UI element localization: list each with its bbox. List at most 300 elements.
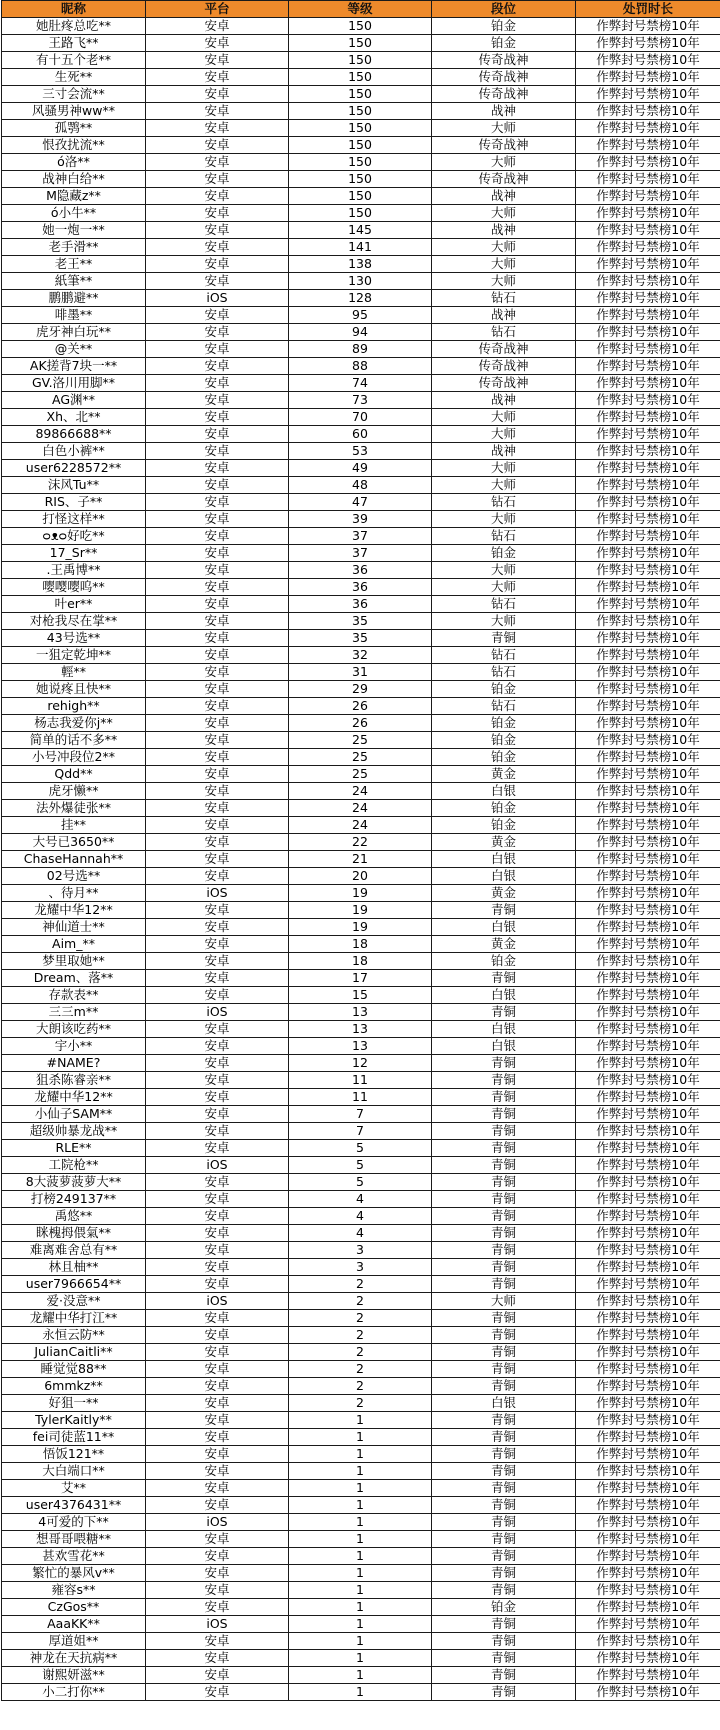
rank-cell: 青铜: [432, 1582, 576, 1599]
nickname-cell: CzGos**: [2, 1599, 146, 1616]
nickname-cell: 恨孜扰流**: [2, 137, 146, 154]
rank-cell: 钻石: [432, 647, 576, 664]
penalty-cell: 作弊封号禁榜10年: [576, 18, 720, 35]
platform-cell: 安卓: [146, 1582, 289, 1599]
platform-cell: 安卓: [146, 613, 289, 630]
header-row: [2, 1, 720, 18]
platform-cell: 安卓: [146, 1378, 289, 1395]
table-row: [2, 494, 720, 511]
level-cell: 150: [289, 120, 432, 137]
penalty-cell: 作弊封号禁榜10年: [576, 324, 720, 341]
rank-cell: 白银: [432, 868, 576, 885]
rank-cell: 白银: [432, 987, 576, 1004]
table-row: [2, 851, 720, 868]
table-row: [2, 902, 720, 919]
nickname-cell: #NAME?: [2, 1055, 146, 1072]
platform-cell: 安卓: [146, 681, 289, 698]
level-cell: 17: [289, 970, 432, 987]
rank-cell: 大师: [432, 562, 576, 579]
table-row: [2, 1344, 720, 1361]
table-row: [2, 1582, 720, 1599]
nickname-cell: TylerKaitly**: [2, 1412, 146, 1429]
rank-cell: 铂金: [432, 749, 576, 766]
nickname-cell: 白色小裤**: [2, 443, 146, 460]
level-cell: 150: [289, 86, 432, 103]
penalty-cell: 作弊封号禁榜10年: [576, 460, 720, 477]
nickname-cell: 小号冲段位2**: [2, 749, 146, 766]
level-cell: 74: [289, 375, 432, 392]
level-cell: 2: [289, 1276, 432, 1293]
table-row: [2, 936, 720, 953]
table-row: [2, 1667, 720, 1684]
level-cell: 3: [289, 1259, 432, 1276]
rank-cell: 黄金: [432, 936, 576, 953]
nickname-cell: 、待月**: [2, 885, 146, 902]
level-cell: 21: [289, 851, 432, 868]
platform-cell: 安卓: [146, 579, 289, 596]
table-row: [2, 1259, 720, 1276]
table-row: [2, 256, 720, 273]
penalty-cell: 作弊封号禁榜10年: [576, 1616, 720, 1633]
rank-cell: 黄金: [432, 766, 576, 783]
nickname-cell: Aim_**: [2, 936, 146, 953]
nickname-cell: 眯槐拇偎氣**: [2, 1225, 146, 1242]
penalty-cell: 作弊封号禁榜10年: [576, 341, 720, 358]
level-cell: 150: [289, 154, 432, 171]
penalty-cell: 作弊封号禁榜10年: [576, 1599, 720, 1616]
platform-cell: 安卓: [146, 171, 289, 188]
penalty-cell: 作弊封号禁榜10年: [576, 1310, 720, 1327]
level-cell: 1: [289, 1497, 432, 1514]
rank-cell: 白银: [432, 1038, 576, 1055]
table-row: [2, 392, 720, 409]
penalty-cell: 作弊封号禁榜10年: [576, 35, 720, 52]
nickname-cell: 輕**: [2, 664, 146, 681]
level-cell: 1: [289, 1616, 432, 1633]
nickname-cell: 小仙子SAM**: [2, 1106, 146, 1123]
table-row: [2, 239, 720, 256]
nickname-cell: user6228572**: [2, 460, 146, 477]
platform-cell: iOS: [146, 1157, 289, 1174]
table-row: [2, 647, 720, 664]
platform-cell: 安卓: [146, 409, 289, 426]
penalty-cell: 作弊封号禁榜10年: [576, 902, 720, 919]
table-row: [2, 188, 720, 205]
level-cell: 36: [289, 579, 432, 596]
level-cell: 1: [289, 1582, 432, 1599]
penalty-cell: 作弊封号禁榜10年: [576, 1378, 720, 1395]
platform-cell: 安卓: [146, 1480, 289, 1497]
rank-cell: 铂金: [432, 715, 576, 732]
nickname-cell: 8大菠萝菠萝大**: [2, 1174, 146, 1191]
rank-cell: 传奇战神: [432, 171, 576, 188]
table-row: [2, 545, 720, 562]
nickname-cell: AaaKK**: [2, 1616, 146, 1633]
nickname-cell: 想哥哥喂糖**: [2, 1531, 146, 1548]
nickname-cell: 大白端口**: [2, 1463, 146, 1480]
platform-cell: 安卓: [146, 817, 289, 834]
platform-cell: 安卓: [146, 86, 289, 103]
nickname-cell: 嘤嘤嘤呜**: [2, 579, 146, 596]
level-cell: 1: [289, 1565, 432, 1582]
platform-cell: 安卓: [146, 851, 289, 868]
table-row: [2, 1157, 720, 1174]
rank-cell: 战神: [432, 443, 576, 460]
level-cell: 37: [289, 528, 432, 545]
rank-cell: 铂金: [432, 800, 576, 817]
platform-cell: 安卓: [146, 647, 289, 664]
penalty-cell: 作弊封号禁榜10年: [576, 698, 720, 715]
rank-cell: 大师: [432, 477, 576, 494]
table-row: [2, 630, 720, 647]
level-cell: 1: [289, 1599, 432, 1616]
level-cell: 4: [289, 1208, 432, 1225]
level-cell: 4: [289, 1191, 432, 1208]
penalty-cell: 作弊封号禁榜10年: [576, 1344, 720, 1361]
penalty-cell: 作弊封号禁榜10年: [576, 1157, 720, 1174]
rank-cell: 钻石: [432, 324, 576, 341]
level-cell: 89: [289, 341, 432, 358]
penalty-cell: 作弊封号禁榜10年: [576, 715, 720, 732]
rank-cell: 青铜: [432, 1055, 576, 1072]
rank-cell: 青铜: [432, 1225, 576, 1242]
rank-cell: 青铜: [432, 1140, 576, 1157]
penalty-cell: 作弊封号禁榜10年: [576, 103, 720, 120]
penalty-cell: 作弊封号禁榜10年: [576, 375, 720, 392]
table-row: [2, 681, 720, 698]
platform-cell: 安卓: [146, 698, 289, 715]
nickname-cell: 沫风Tu**: [2, 477, 146, 494]
level-cell: 19: [289, 885, 432, 902]
level-cell: 2: [289, 1310, 432, 1327]
header-penalty: 处罚时长: [576, 1, 720, 18]
table-row: [2, 35, 720, 52]
level-cell: 128: [289, 290, 432, 307]
platform-cell: 安卓: [146, 1429, 289, 1446]
nickname-cell: 43号选**: [2, 630, 146, 647]
rank-cell: 白银: [432, 1395, 576, 1412]
table-row: [2, 1208, 720, 1225]
level-cell: 2: [289, 1293, 432, 1310]
level-cell: 1: [289, 1531, 432, 1548]
rank-cell: 青铜: [432, 1072, 576, 1089]
platform-cell: 安卓: [146, 1463, 289, 1480]
penalty-cell: 作弊封号禁榜10年: [576, 1055, 720, 1072]
header-platform: 平台: [146, 1, 289, 18]
level-cell: 150: [289, 35, 432, 52]
platform-cell: 安卓: [146, 715, 289, 732]
table-row: [2, 1055, 720, 1072]
level-cell: 1: [289, 1667, 432, 1684]
platform-cell: iOS: [146, 885, 289, 902]
nickname-cell: 对枪我尽在掌**: [2, 613, 146, 630]
platform-cell: 安卓: [146, 1106, 289, 1123]
platform-cell: 安卓: [146, 1327, 289, 1344]
platform-cell: 安卓: [146, 324, 289, 341]
level-cell: 73: [289, 392, 432, 409]
level-cell: 1: [289, 1480, 432, 1497]
platform-cell: 安卓: [146, 35, 289, 52]
header-level: 等级: [289, 1, 432, 18]
level-cell: 26: [289, 698, 432, 715]
table-row: [2, 222, 720, 239]
level-cell: 22: [289, 834, 432, 851]
level-cell: 4: [289, 1225, 432, 1242]
rank-cell: 青铜: [432, 630, 576, 647]
rank-cell: 战神: [432, 307, 576, 324]
level-cell: 11: [289, 1089, 432, 1106]
penalty-cell: 作弊封号禁榜10年: [576, 426, 720, 443]
level-cell: 1: [289, 1429, 432, 1446]
rank-cell: 大师: [432, 205, 576, 222]
nickname-cell: GV.洛川用脚**: [2, 375, 146, 392]
penalty-cell: 作弊封号禁榜10年: [576, 681, 720, 698]
nickname-cell: 好狙一**: [2, 1395, 146, 1412]
level-cell: 18: [289, 953, 432, 970]
platform-cell: 安卓: [146, 375, 289, 392]
nickname-cell: AG渊**: [2, 392, 146, 409]
rank-cell: 青铜: [432, 1004, 576, 1021]
nickname-cell: 存款表**: [2, 987, 146, 1004]
nickname-cell: RIS、子**: [2, 494, 146, 511]
table-row: [2, 1446, 720, 1463]
rank-cell: 大师: [432, 613, 576, 630]
level-cell: 1: [289, 1446, 432, 1463]
nickname-cell: 王路飞**: [2, 35, 146, 52]
rank-cell: 铂金: [432, 18, 576, 35]
nickname-cell: 狙杀陈睿亲**: [2, 1072, 146, 1089]
level-cell: 7: [289, 1123, 432, 1140]
nickname-cell: 睡觉觉88**: [2, 1361, 146, 1378]
nickname-cell: 大号已3650**: [2, 834, 146, 851]
level-cell: 3: [289, 1242, 432, 1259]
nickname-cell: 虎牙懒**: [2, 783, 146, 800]
nickname-cell: 小二打你**: [2, 1684, 146, 1701]
platform-cell: 安卓: [146, 188, 289, 205]
table-row: [2, 885, 720, 902]
table-row: [2, 970, 720, 987]
penalty-cell: 作弊封号禁榜10年: [576, 766, 720, 783]
rank-cell: 铂金: [432, 953, 576, 970]
level-cell: 26: [289, 715, 432, 732]
table-row: [2, 1140, 720, 1157]
nickname-cell: 02号选**: [2, 868, 146, 885]
rank-cell: 青铜: [432, 1089, 576, 1106]
rank-cell: 青铜: [432, 1429, 576, 1446]
table-row: [2, 307, 720, 324]
rank-cell: 白银: [432, 851, 576, 868]
rank-cell: 青铜: [432, 1633, 576, 1650]
table-row: [2, 1021, 720, 1038]
level-cell: 24: [289, 817, 432, 834]
level-cell: 150: [289, 52, 432, 69]
level-cell: 130: [289, 273, 432, 290]
rank-cell: 铂金: [432, 732, 576, 749]
penalty-cell: 作弊封号禁榜10年: [576, 817, 720, 834]
rank-cell: 大师: [432, 256, 576, 273]
penalty-cell: 作弊封号禁榜10年: [576, 171, 720, 188]
platform-cell: 安卓: [146, 52, 289, 69]
table-row: [2, 18, 720, 35]
nickname-cell: 三三m**: [2, 1004, 146, 1021]
nickname-cell: ᴑᴥᴑ好吃**: [2, 528, 146, 545]
nickname-cell: AK搓背7块一**: [2, 358, 146, 375]
platform-cell: 安卓: [146, 18, 289, 35]
nickname-cell: ChaseHannah**: [2, 851, 146, 868]
rank-cell: 青铜: [432, 1446, 576, 1463]
penalty-cell: 作弊封号禁榜10年: [576, 1004, 720, 1021]
rank-cell: 青铜: [432, 970, 576, 987]
platform-cell: 安卓: [146, 205, 289, 222]
rank-cell: 青铜: [432, 1174, 576, 1191]
rank-cell: 大师: [432, 579, 576, 596]
nickname-cell: Xh、北**: [2, 409, 146, 426]
platform-cell: 安卓: [146, 1599, 289, 1616]
platform-cell: 安卓: [146, 1565, 289, 1582]
nickname-cell: 三寸会流**: [2, 86, 146, 103]
table-row: [2, 1327, 720, 1344]
table-row: [2, 86, 720, 103]
penalty-cell: 作弊封号禁榜10年: [576, 1582, 720, 1599]
penalty-cell: 作弊封号禁榜10年: [576, 69, 720, 86]
level-cell: 39: [289, 511, 432, 528]
rank-cell: 钻石: [432, 494, 576, 511]
penalty-cell: 作弊封号禁榜10年: [576, 1225, 720, 1242]
platform-cell: 安卓: [146, 1497, 289, 1514]
rank-cell: 钻石: [432, 290, 576, 307]
platform-cell: 安卓: [146, 1310, 289, 1327]
penalty-cell: 作弊封号禁榜10年: [576, 664, 720, 681]
platform-cell: 安卓: [146, 1633, 289, 1650]
penalty-cell: 作弊封号禁榜10年: [576, 851, 720, 868]
level-cell: 25: [289, 766, 432, 783]
table-row: [2, 1616, 720, 1633]
platform-cell: 安卓: [146, 1259, 289, 1276]
level-cell: 2: [289, 1378, 432, 1395]
rank-cell: 白银: [432, 1021, 576, 1038]
rank-cell: 青铜: [432, 1208, 576, 1225]
level-cell: 5: [289, 1157, 432, 1174]
platform-cell: 安卓: [146, 511, 289, 528]
nickname-cell: rehigh**: [2, 698, 146, 715]
penalty-cell: 作弊封号禁榜10年: [576, 1089, 720, 1106]
rank-cell: 黄金: [432, 834, 576, 851]
nickname-cell: 大朗该吃药**: [2, 1021, 146, 1038]
platform-cell: iOS: [146, 1514, 289, 1531]
platform-cell: 安卓: [146, 732, 289, 749]
rank-cell: 青铜: [432, 1191, 576, 1208]
level-cell: 1: [289, 1650, 432, 1667]
nickname-cell: 宇小**: [2, 1038, 146, 1055]
penalty-cell: 作弊封号禁榜10年: [576, 205, 720, 222]
platform-cell: 安卓: [146, 137, 289, 154]
platform-cell: 安卓: [146, 1684, 289, 1701]
level-cell: 25: [289, 732, 432, 749]
table-row: [2, 1412, 720, 1429]
platform-cell: 安卓: [146, 1225, 289, 1242]
nickname-cell: 厚道姐**: [2, 1633, 146, 1650]
platform-cell: 安卓: [146, 154, 289, 171]
rank-cell: 青铜: [432, 1531, 576, 1548]
penalty-cell: 作弊封号禁榜10年: [576, 579, 720, 596]
rank-cell: 黄金: [432, 885, 576, 902]
penalty-cell: 作弊封号禁榜10年: [576, 647, 720, 664]
nickname-cell: 法外爆徒张**: [2, 800, 146, 817]
penalty-cell: 作弊封号禁榜10年: [576, 477, 720, 494]
level-cell: 36: [289, 596, 432, 613]
penalty-cell: 作弊封号禁榜10年: [576, 1548, 720, 1565]
nickname-cell: 风骚男神ww**: [2, 103, 146, 120]
table-row: [2, 987, 720, 1004]
penalty-cell: 作弊封号禁榜10年: [576, 1684, 720, 1701]
table-row: [2, 1293, 720, 1310]
penalty-cell: 作弊封号禁榜10年: [576, 1446, 720, 1463]
penalty-cell: 作弊封号禁榜10年: [576, 1123, 720, 1140]
table-row: [2, 817, 720, 834]
penalty-cell: 作弊封号禁榜10年: [576, 307, 720, 324]
platform-cell: 安卓: [146, 307, 289, 324]
rank-cell: 钻石: [432, 596, 576, 613]
penalty-cell: 作弊封号禁榜10年: [576, 868, 720, 885]
penalty-cell: 作弊封号禁榜10年: [576, 1650, 720, 1667]
table-row: [2, 1650, 720, 1667]
nickname-cell: M隐藏z**: [2, 188, 146, 205]
rank-cell: 大师: [432, 154, 576, 171]
penalty-cell: 作弊封号禁榜10年: [576, 1038, 720, 1055]
table-row: [2, 1004, 720, 1021]
platform-cell: 安卓: [146, 1531, 289, 1548]
table-row: [2, 1633, 720, 1650]
rank-cell: 传奇战神: [432, 69, 576, 86]
platform-cell: 安卓: [146, 477, 289, 494]
platform-cell: 安卓: [146, 562, 289, 579]
penalty-cell: 作弊封号禁榜10年: [576, 732, 720, 749]
rank-cell: 青铜: [432, 1344, 576, 1361]
level-cell: 150: [289, 171, 432, 188]
level-cell: 24: [289, 800, 432, 817]
rank-cell: 传奇战神: [432, 52, 576, 69]
table-row: [2, 1072, 720, 1089]
table-row: [2, 1531, 720, 1548]
table-row: [2, 358, 720, 375]
rank-cell: 大师: [432, 511, 576, 528]
level-cell: 2: [289, 1327, 432, 1344]
penalty-cell: 作弊封号禁榜10年: [576, 919, 720, 936]
penalty-cell: 作弊封号禁榜10年: [576, 800, 720, 817]
penalty-cell: 作弊封号禁榜10年: [576, 443, 720, 460]
nickname-cell: 打怪这样**: [2, 511, 146, 528]
penalty-cell: 作弊封号禁榜10年: [576, 1021, 720, 1038]
level-cell: 20: [289, 868, 432, 885]
table-row: [2, 834, 720, 851]
table-row: [2, 426, 720, 443]
platform-cell: 安卓: [146, 1055, 289, 1072]
platform-cell: 安卓: [146, 1361, 289, 1378]
table-row: [2, 290, 720, 307]
platform-cell: 安卓: [146, 834, 289, 851]
rank-cell: 青铜: [432, 1242, 576, 1259]
table-row: [2, 1123, 720, 1140]
platform-cell: 安卓: [146, 749, 289, 766]
platform-cell: 安卓: [146, 494, 289, 511]
penalty-cell: 作弊封号禁榜10年: [576, 1293, 720, 1310]
rank-cell: 青铜: [432, 902, 576, 919]
table-row: [2, 1684, 720, 1701]
platform-cell: 安卓: [146, 426, 289, 443]
nickname-cell: 禹悠**: [2, 1208, 146, 1225]
table-row: [2, 596, 720, 613]
nickname-cell: Dream、落**: [2, 970, 146, 987]
